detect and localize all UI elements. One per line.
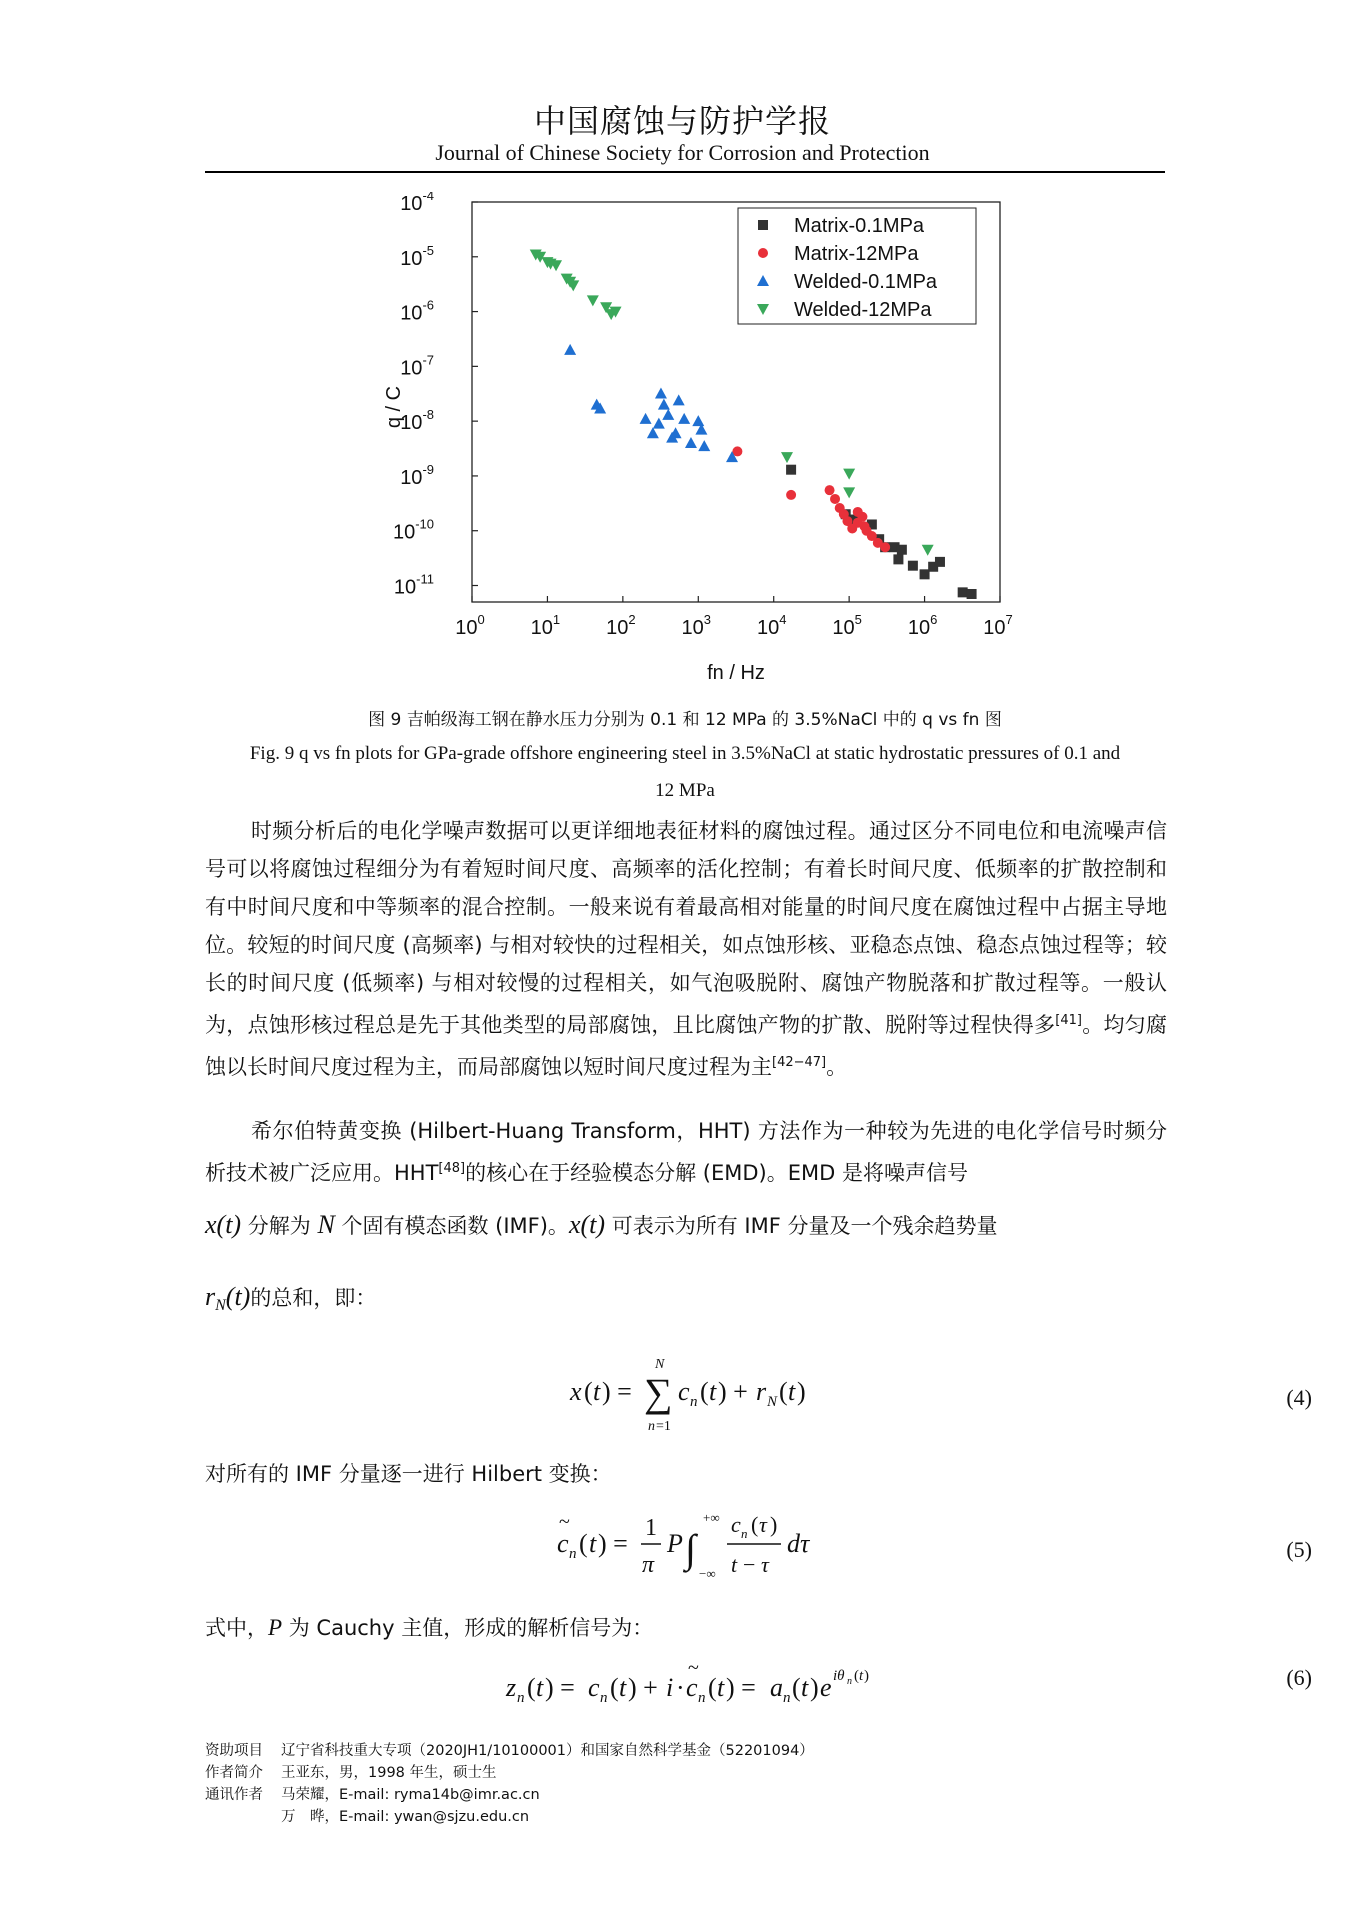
data-point-circle bbox=[860, 521, 870, 531]
footnote-corresponding-2 bbox=[205, 1806, 814, 1828]
svg-text:t: t bbox=[731, 1552, 738, 1577]
symbol-r-t: (t) bbox=[225, 1282, 251, 1311]
symbol-P: P bbox=[268, 1615, 283, 1640]
funding-label: 资助项目 bbox=[205, 1743, 263, 1759]
svg-text:) =: ) = bbox=[602, 1377, 632, 1406]
svg-text:r: r bbox=[756, 1377, 767, 1406]
symbol-N: N bbox=[317, 1210, 335, 1239]
svg-text:n: n bbox=[517, 1690, 525, 1706]
figure-caption-en: Fig. 9 q vs fn plots for GPa-grade offshore engineering steel in 3.5%NaCl at static hydrostatic pressures of 0.1 and bbox=[249, 743, 1121, 764]
data-point-triangle-up bbox=[685, 437, 697, 448]
corresponding-text-2: 万 晔，E-mail: ywan@sjzu.edu.cn bbox=[281, 1809, 530, 1825]
svg-text:n: n bbox=[690, 1394, 698, 1410]
equation-6 bbox=[500, 1650, 900, 1720]
data-point-triangle-down bbox=[567, 280, 579, 291]
svg-text:(: ( bbox=[708, 1673, 717, 1702]
svg-text:N: N bbox=[655, 1357, 665, 1372]
svg-text:) =: ) = bbox=[545, 1673, 575, 1702]
x-tick-label: $10^2$ bbox=[606, 612, 636, 639]
legend-label: Welded-12MPa bbox=[794, 299, 932, 321]
x-tick-label: $10^0$ bbox=[455, 612, 485, 639]
equation-5-number: (5) bbox=[1286, 1537, 1312, 1562]
svg-text:−∞: −∞ bbox=[699, 1566, 716, 1581]
svg-text:z: z bbox=[506, 1673, 517, 1702]
svg-text:·: · bbox=[676, 1673, 685, 1702]
x-tick-label: $10^6$ bbox=[907, 612, 938, 639]
journal-title-cn: 中国腐蚀与防护学报 bbox=[533, 102, 831, 140]
svg-text:iθ: iθ bbox=[833, 1668, 845, 1684]
svg-text:t: t bbox=[717, 1673, 725, 1702]
svg-text:P: P bbox=[667, 1529, 683, 1558]
x-axis-label: fn / Hz bbox=[707, 662, 765, 684]
equation-4 bbox=[560, 1350, 840, 1440]
svg-text:t: t bbox=[801, 1673, 809, 1702]
svg-text:(: ( bbox=[584, 1377, 593, 1406]
paragraph-1-end: 。 bbox=[826, 1055, 848, 1079]
data-point-square bbox=[958, 587, 968, 597]
y-tick-label: $10^{-8}$ bbox=[400, 407, 434, 435]
svg-text:) +: ) + bbox=[628, 1673, 658, 1702]
svg-text:τ: τ bbox=[759, 1512, 767, 1537]
data-point-circle bbox=[880, 542, 890, 552]
svg-text:c: c bbox=[678, 1377, 690, 1406]
legend-label: Matrix-0.1MPa bbox=[794, 215, 925, 237]
data-point-triangle-up bbox=[698, 440, 710, 451]
svg-text:t: t bbox=[536, 1673, 544, 1702]
citation-48: [48] bbox=[438, 1161, 466, 1176]
svg-text:t: t bbox=[709, 1377, 717, 1406]
text-total: 的总和，即： bbox=[250, 1286, 377, 1310]
data-point-triangle-up bbox=[640, 413, 652, 424]
equation-4-number: (4) bbox=[1286, 1385, 1312, 1410]
data-point-triangle-down bbox=[587, 295, 599, 306]
line-residual bbox=[205, 1282, 376, 1315]
y-axis-label: q / C bbox=[383, 385, 405, 429]
data-point-triangle-up bbox=[564, 344, 576, 355]
data-point-square bbox=[935, 557, 945, 567]
funding-text: 辽宁省科技重大专项（2020JH1/10100001）和国家自然科学基金（52201094） bbox=[281, 1743, 814, 1759]
paragraph-2 bbox=[205, 1112, 1167, 1192]
svg-text:): ) bbox=[810, 1673, 819, 1702]
data-point-circle bbox=[830, 494, 840, 504]
data-point-triangle-up bbox=[662, 409, 674, 420]
svg-text:): ) bbox=[797, 1377, 806, 1406]
svg-text:1: 1 bbox=[645, 1515, 657, 1541]
svg-text:n: n bbox=[648, 1419, 655, 1434]
x-tick-label: $10^4$ bbox=[756, 612, 787, 639]
x-tick-label: $10^1$ bbox=[530, 612, 561, 639]
svg-text:c: c bbox=[731, 1512, 741, 1537]
data-point-triangle-up bbox=[647, 427, 659, 438]
svg-text:i: i bbox=[666, 1673, 674, 1702]
paragraph-1-text: 时频分析后的电化学噪声数据可以更详细地表征材料的腐蚀过程。通过区分不同电位和电流噪声信号可以将腐蚀过程细分为有着短时间尺度、高频率的活化控制；有着长时间尺度、低频率的扩散控制和有中时间尺度和中等频率的混合控制。一般来说有着最高相对能量的时间尺度在腐蚀过程中占据主导地位。较短的时间尺度 (高频率) 与相对较快的过程相关，如点蚀形核、亚稳态点蚀、稳态点蚀过程等；较长的时间尺度 (低频率) 与相对较慢的过程相关，如气泡吸脱附、腐蚀产物脱落和扩散过程等。一般认为，点蚀形核过程总是先于其他类型的局部腐蚀，且比腐蚀产物的扩散、脱附等过程快得多 bbox=[205, 819, 1167, 1037]
svg-text:(: ( bbox=[527, 1673, 536, 1702]
header-divider bbox=[205, 171, 1165, 173]
legend-label: Matrix-12MPa bbox=[794, 243, 919, 265]
symbol-x-t-2: x(t) bbox=[568, 1210, 606, 1239]
equation-5 bbox=[545, 1500, 845, 1590]
svg-text:(: ( bbox=[700, 1377, 709, 1406]
svg-text:c: c bbox=[588, 1673, 600, 1702]
svg-text:~: ~ bbox=[688, 1657, 699, 1679]
svg-text:): ) bbox=[770, 1512, 778, 1537]
corresponding-text-1: 马荣耀，E-mail: ryma14b@imr.ac.cn bbox=[281, 1787, 540, 1803]
scatter-chart bbox=[380, 192, 1040, 697]
svg-text:c: c bbox=[557, 1529, 569, 1558]
data-point-circle bbox=[825, 485, 835, 495]
data-point-square bbox=[908, 561, 918, 571]
svg-text:t: t bbox=[589, 1529, 597, 1558]
svg-text:) +: ) + bbox=[718, 1377, 748, 1406]
x-tick-label: $10^3$ bbox=[681, 612, 712, 639]
data-point-square bbox=[920, 569, 930, 579]
text-cauchy: 为 Cauchy 主值，形成的解析信号为： bbox=[282, 1616, 654, 1640]
svg-text:n: n bbox=[783, 1690, 791, 1706]
svg-text:c: c bbox=[686, 1673, 698, 1702]
y-tick-label: $10^{-10}$ bbox=[392, 516, 434, 544]
data-point-triangle-up bbox=[670, 427, 682, 438]
footnotes bbox=[205, 1740, 814, 1828]
svg-text:+∞: +∞ bbox=[703, 1510, 720, 1525]
svg-text:e: e bbox=[820, 1673, 832, 1702]
x-tick-label: $10^5$ bbox=[832, 612, 862, 639]
data-point-triangle-up bbox=[655, 387, 667, 398]
data-point-triangle-up bbox=[692, 415, 704, 426]
text-decompose: 分解为 bbox=[241, 1214, 318, 1238]
citation-42-47: [42−47] bbox=[772, 1055, 827, 1070]
y-tick-label: $10^{-5}$ bbox=[400, 242, 434, 270]
author-text: 王亚东，男，1998 年生，硕士生 bbox=[281, 1765, 497, 1781]
svg-text:t: t bbox=[593, 1377, 601, 1406]
y-tick-label: $10^{-4}$ bbox=[400, 192, 434, 215]
paragraph-1-mid: 。均匀腐蚀以长时间尺度过程为主，而局部腐蚀以短时间尺度过程为主 bbox=[205, 1013, 1167, 1079]
svg-text:t: t bbox=[859, 1668, 864, 1684]
svg-text:(: ( bbox=[579, 1529, 588, 1558]
svg-text:π: π bbox=[642, 1552, 655, 1578]
corresponding-label: 通讯作者 bbox=[205, 1787, 263, 1803]
paragraph-2-text-b: 的核心在于经验模态分解 (EMD)。EMD 是将噪声信号 bbox=[465, 1161, 968, 1185]
svg-text:(: ( bbox=[610, 1673, 619, 1702]
data-point-square bbox=[786, 465, 796, 475]
svg-text:n: n bbox=[569, 1546, 577, 1562]
journal-title-en: Journal of Chinese Society for Corrosion and Protection bbox=[435, 140, 930, 165]
data-point-triangle-down bbox=[922, 545, 934, 556]
author-label: 作者简介 bbox=[205, 1765, 263, 1781]
svg-text:) =: ) = bbox=[726, 1673, 756, 1702]
paragraph-2-text-a: 希尔伯特黄变换 (Hilbert-Huang Transform，HHT) 方法作为一种较为先进的电化学信号时频分析技术被广泛应用。HHT bbox=[205, 1119, 1167, 1185]
y-tick-label: $10^{-11}$ bbox=[393, 571, 434, 599]
text-sum: 可表示为所有 IMF 分量及一个残余趋势量 bbox=[605, 1214, 998, 1238]
svg-text:∑: ∑ bbox=[644, 1370, 673, 1415]
x-tick-label: $10^7$ bbox=[983, 612, 1013, 639]
y-tick-label: $10^{-6}$ bbox=[400, 297, 434, 325]
equation-6-number: (6) bbox=[1286, 1665, 1312, 1690]
svg-text:N: N bbox=[767, 1394, 778, 1410]
svg-text:t: t bbox=[788, 1377, 796, 1406]
svg-text:a: a bbox=[770, 1673, 783, 1702]
text-where: 式中， bbox=[205, 1616, 268, 1640]
data-point-square bbox=[893, 554, 903, 564]
svg-text:−: − bbox=[743, 1552, 756, 1577]
data-point-triangle-down bbox=[781, 452, 793, 463]
paragraph-1 bbox=[205, 812, 1167, 1086]
symbol-r-sub: N bbox=[215, 1297, 226, 1315]
y-tick-label: $10^{-7}$ bbox=[400, 352, 434, 380]
svg-text:dτ: dτ bbox=[787, 1529, 810, 1558]
footnote-corresponding bbox=[205, 1784, 814, 1806]
data-point-square bbox=[897, 545, 907, 555]
legend-label: Welded-0.1MPa bbox=[794, 271, 938, 293]
data-point-triangle-down bbox=[843, 487, 855, 498]
symbol-x-t: x(t) bbox=[205, 1210, 242, 1239]
svg-text:~: ~ bbox=[559, 1511, 570, 1533]
line-hilbert: 对所有的 IMF 分量逐一进行 Hilbert 变换： bbox=[205, 1462, 612, 1486]
svg-text:n: n bbox=[847, 1676, 852, 1687]
svg-text:(: ( bbox=[792, 1673, 801, 1702]
svg-text:x: x bbox=[570, 1377, 582, 1406]
svg-text:=1: =1 bbox=[656, 1419, 671, 1434]
svg-text:t: t bbox=[619, 1673, 627, 1702]
svg-text:n: n bbox=[698, 1690, 706, 1706]
svg-text:n: n bbox=[741, 1526, 748, 1541]
footnote-funding bbox=[205, 1740, 814, 1762]
figure-caption-en-cont: 12 MPa bbox=[655, 780, 715, 801]
data-point-triangle-down bbox=[843, 469, 855, 480]
text-imf: 个固有模态函数 (IMF)。 bbox=[334, 1214, 569, 1238]
citation-41: [41] bbox=[1055, 1013, 1082, 1028]
line-imf-decomposition bbox=[205, 1210, 997, 1240]
legend-marker-circle bbox=[758, 248, 768, 258]
svg-text:(: ( bbox=[779, 1377, 788, 1406]
data-point-triangle-up bbox=[658, 399, 670, 410]
symbol-r: r bbox=[205, 1282, 216, 1311]
data-point-circle bbox=[786, 490, 796, 500]
legend-marker-square bbox=[758, 220, 768, 230]
data-point-triangle-up bbox=[678, 413, 690, 424]
svg-text:): ) bbox=[864, 1668, 869, 1684]
svg-text:(: ( bbox=[751, 1512, 759, 1537]
data-point-circle bbox=[853, 507, 863, 517]
data-point-triangle-up bbox=[673, 394, 685, 405]
svg-text:n: n bbox=[600, 1690, 608, 1706]
y-tick-label: $10^{-9}$ bbox=[400, 461, 434, 489]
figure-caption-cn: 图 9 吉帕级海工钢在静水压力分别为 0.1 和 12 MPa 的 3.5%NaCl 中的 q vs fn 图 bbox=[368, 710, 1002, 730]
svg-text:∫: ∫ bbox=[685, 1526, 696, 1571]
data-point-square bbox=[967, 589, 977, 599]
svg-text:τ: τ bbox=[761, 1552, 769, 1577]
svg-text:(: ( bbox=[854, 1668, 859, 1684]
line-cauchy bbox=[205, 1612, 653, 1642]
svg-text:) =: ) = bbox=[598, 1529, 628, 1558]
footnote-author bbox=[205, 1762, 814, 1784]
